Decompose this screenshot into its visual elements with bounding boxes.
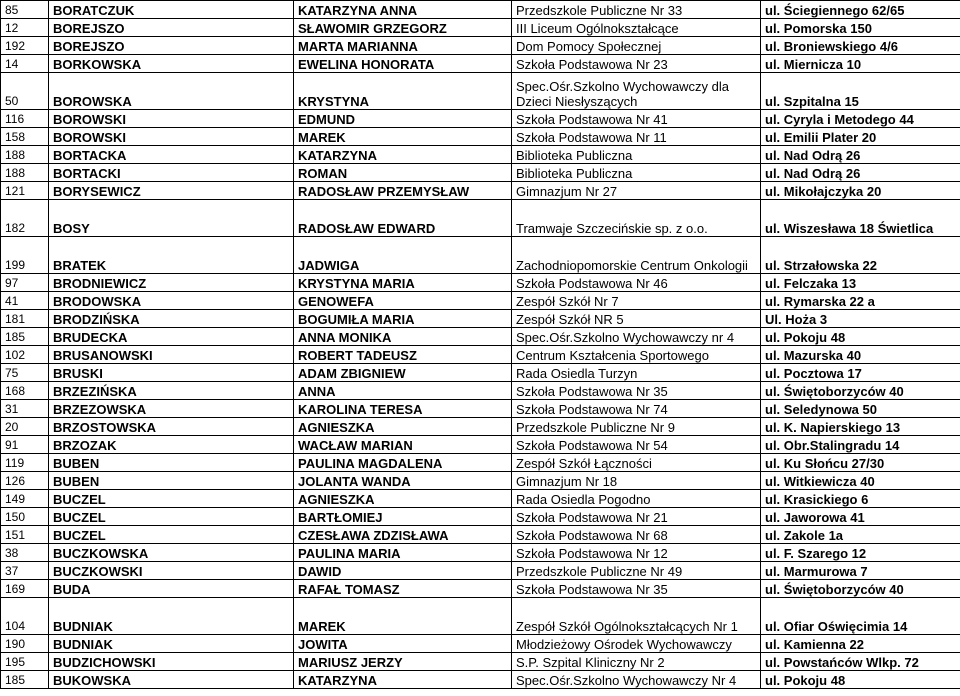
address-cell: ul. Nad Odrą 26 [761,164,960,182]
first-name-cell: AGNIESZKA [294,418,512,436]
institution-cell: Szkoła Podstawowa Nr 68 [512,526,761,544]
surname-cell: BOSY [49,200,294,237]
first-name-cell: RAFAŁ TOMASZ [294,580,512,598]
table-row [1,19,960,37]
first-name-cell: KRYSTYNA [294,73,512,110]
institution-cell: Spec.Ośr.Szkolno Wychowawczy Nr 4 [512,671,761,689]
address-cell: ul. Świętoborzyców 40 [761,580,960,598]
surname-cell: BORTACKA [49,146,294,164]
row-number: 12 [1,19,49,37]
first-name-cell: ANNA [294,382,512,400]
surname-cell: BRZEZIŃSKA [49,382,294,400]
table-row [1,182,960,200]
row-number: 50 [1,73,49,110]
institution-cell: Szkoła Podstawowa Nr 54 [512,436,761,454]
first-name-cell: BARTŁOMIEJ [294,508,512,526]
row-number: 168 [1,382,49,400]
first-name-cell: PAULINA MAGDALENA [294,454,512,472]
surname-cell: BORYSEWICZ [49,182,294,200]
surname-cell: BUDNIAK [49,635,294,653]
surname-cell: BOREJSZO [49,37,294,55]
address-cell: ul. Pokoju 48 [761,671,960,689]
first-name-cell: CZESŁAWA ZDZISŁAWA [294,526,512,544]
table-row [1,671,960,689]
address-cell: ul. Strzałowska 22 [761,237,960,274]
surname-cell: BRUSKI [49,364,294,382]
address-cell: ul. K. Napierskiego 13 [761,418,960,436]
roster-body [1,1,960,689]
table-row [1,598,960,635]
address-cell: ul. Świętoborzyców 40 [761,382,960,400]
first-name-cell: ROMAN [294,164,512,182]
address-cell: ul. Pocztowa 17 [761,364,960,382]
address-cell: ul. Zakole 1a [761,526,960,544]
row-number: 116 [1,110,49,128]
surname-cell: BRUSANOWSKI [49,346,294,364]
table-row [1,544,960,562]
row-number: 150 [1,508,49,526]
row-number: 85 [1,1,49,19]
address-cell: ul. Marmurowa 7 [761,562,960,580]
surname-cell: BRZOSTOWSKA [49,418,294,436]
table-row [1,562,960,580]
table-row [1,328,960,346]
institution-cell: Centrum Kształcenia Sportowego [512,346,761,364]
first-name-cell: KRYSTYNA MARIA [294,274,512,292]
first-name-cell: KATARZYNA [294,671,512,689]
table-row [1,364,960,382]
row-number: 20 [1,418,49,436]
first-name-cell: JOLANTA WANDA [294,472,512,490]
first-name-cell: ROBERT TADEUSZ [294,346,512,364]
surname-cell: BUCZEL [49,508,294,526]
institution-cell [512,73,761,110]
surname-cell: BOROWSKI [49,128,294,146]
first-name-cell: WACŁAW MARIAN [294,436,512,454]
address-cell: ul. Pokoju 48 [761,328,960,346]
table-row [1,472,960,490]
address-cell: ul. Ofiar Oświęcimia 14 [761,598,960,635]
address-cell: ul. Krasickiego 6 [761,490,960,508]
address-cell: ul. Broniewskiego 4/6 [761,37,960,55]
institution-cell: Gimnazjum Nr 18 [512,472,761,490]
address-cell: ul. Kamienna 22 [761,635,960,653]
table-row [1,436,960,454]
institution-cell: Szkoła Podstawowa Nr 11 [512,128,761,146]
institution-cell: Biblioteka Publiczna [512,146,761,164]
table-row [1,110,960,128]
surname-cell: BUDZICHOWSKI [49,653,294,671]
surname-cell: BUCZEL [49,526,294,544]
institution-cell: Tramwaje Szczecińskie sp. z o.o. [512,200,761,237]
first-name-cell: ADAM ZBIGNIEW [294,364,512,382]
surname-cell: BUKOWSKA [49,671,294,689]
row-number: 75 [1,364,49,382]
table-row [1,400,960,418]
surname-cell: BUBEN [49,472,294,490]
address-cell: ul. Seledynowa 50 [761,400,960,418]
row-number: 169 [1,580,49,598]
table-row [1,55,960,73]
institution-cell: Szkoła Podstawowa Nr 35 [512,580,761,598]
institution-cell: Spec.Ośr.Szkolno Wychowawczy nr 4 [512,328,761,346]
first-name-cell: MAREK [294,128,512,146]
institution-cell: Przedszkole Publiczne Nr 33 [512,1,761,19]
row-number: 188 [1,146,49,164]
table-row [1,146,960,164]
table-row [1,274,960,292]
table-row [1,237,960,274]
table-row [1,200,960,237]
address-cell: ul. F. Szarego 12 [761,544,960,562]
row-number: 14 [1,55,49,73]
table-row [1,292,960,310]
surname-cell: BRODOWSKA [49,292,294,310]
first-name-cell: ANNA MONIKA [294,328,512,346]
row-number: 188 [1,164,49,182]
table-row [1,164,960,182]
first-name-cell: RADOSŁAW PRZEMYSŁAW [294,182,512,200]
first-name-cell: RADOSŁAW EDWARD [294,200,512,237]
first-name-cell: BOGUMIŁA MARIA [294,310,512,328]
institution-cell: III Liceum Ogólnokształcące [512,19,761,37]
surname-cell: BORTACKI [49,164,294,182]
surname-cell: BUDA [49,580,294,598]
surname-cell: BRODNIEWICZ [49,274,294,292]
row-number: 185 [1,671,49,689]
address-cell: ul. Jaworowa 41 [761,508,960,526]
institution-cell: S.P. Szpital Kliniczny Nr 2 [512,653,761,671]
institution-line: Spec.Ośr.Szkolno Wychowawczy dla [516,79,730,94]
first-name-cell: JOWITA [294,635,512,653]
surname-cell: BORKOWSKA [49,55,294,73]
table-row [1,526,960,544]
institution-cell: Zespół Szkół NR 5 [512,310,761,328]
address-cell: ul. Rymarska 22 a [761,292,960,310]
row-number: 195 [1,653,49,671]
first-name-cell: KATARZYNA ANNA [294,1,512,19]
first-name-cell: KATARZYNA [294,146,512,164]
surname-cell: BRZOZAK [49,436,294,454]
table-row [1,1,960,19]
table-row [1,635,960,653]
row-number: 158 [1,128,49,146]
surname-cell: BUCZKOWSKA [49,544,294,562]
surname-cell: BUCZKOWSKI [49,562,294,580]
row-number: 151 [1,526,49,544]
institution-cell: Rada Osiedla Turzyn [512,364,761,382]
institution-cell: Szkoła Podstawowa Nr 35 [512,382,761,400]
surname-cell: BRODZIŃSKA [49,310,294,328]
surname-cell: BUBEN [49,454,294,472]
row-number: 102 [1,346,49,364]
address-cell: ul. Ściegiennego 62/65 [761,1,960,19]
row-number: 121 [1,182,49,200]
institution-cell: Gimnazjum Nr 27 [512,182,761,200]
institution-cell: Biblioteka Publiczna [512,164,761,182]
table-row [1,382,960,400]
row-number: 31 [1,400,49,418]
surname-cell: BOROWSKI [49,110,294,128]
table-row [1,454,960,472]
institution-cell: Zespół Szkół Nr 7 [512,292,761,310]
first-name-cell: EWELINA HONORATA [294,55,512,73]
surname-cell: BOREJSZO [49,19,294,37]
row-number: 97 [1,274,49,292]
institution-cell: Szkoła Podstawowa Nr 41 [512,110,761,128]
institution-cell: Szkoła Podstawowa Nr 74 [512,400,761,418]
table-row [1,580,960,598]
institution-cell: Rada Osiedla Pogodno [512,490,761,508]
first-name-cell: JADWIGA [294,237,512,274]
table-row [1,490,960,508]
row-number: 104 [1,598,49,635]
first-name-cell: MAREK [294,598,512,635]
row-number: 181 [1,310,49,328]
row-number: 192 [1,37,49,55]
address-cell: ul. Emilii Plater 20 [761,128,960,146]
table-row [1,37,960,55]
table-row [1,418,960,436]
table-row [1,346,960,364]
address-cell: ul. Ku Słońcu 27/30 [761,454,960,472]
table-row [1,653,960,671]
address-cell: ul. Powstańców Wlkp. 72 [761,653,960,671]
institution-cell: Dom Pomocy Społecznej [512,37,761,55]
table-row [1,508,960,526]
institution-cell: Zespół Szkół Ogólnokształcących Nr 1 [512,598,761,635]
institution-cell: Przedszkole Publiczne Nr 9 [512,418,761,436]
first-name-cell: DAWID [294,562,512,580]
first-name-cell: AGNIESZKA [294,490,512,508]
address-cell: ul. Pomorska 150 [761,19,960,37]
address-cell: ul. Witkiewicza 40 [761,472,960,490]
row-number: 149 [1,490,49,508]
surname-cell: BRZEZOWSKA [49,400,294,418]
institution-cell: Szkoła Podstawowa Nr 21 [512,508,761,526]
row-number: 38 [1,544,49,562]
first-name-cell: SŁAWOMIR GRZEGORZ [294,19,512,37]
address-cell: ul. Mazurska 40 [761,346,960,364]
institution-cell: Zachodniopomorskie Centrum Onkologii [512,237,761,274]
row-number: 37 [1,562,49,580]
institution-cell: Młodzieżowy Ośrodek Wychowawczy [512,635,761,653]
first-name-cell: MARIUSZ JERZY [294,653,512,671]
surname-cell: BUDNIAK [49,598,294,635]
row-number: 199 [1,237,49,274]
table-row [1,73,960,110]
surname-cell: BUCZEL [49,490,294,508]
address-cell: ul. Obr.Stalingradu 14 [761,436,960,454]
surname-cell: BORATCZUK [49,1,294,19]
institution-cell: Szkoła Podstawowa Nr 46 [512,274,761,292]
institution-cell: Szkoła Podstawowa Nr 23 [512,55,761,73]
row-number: 119 [1,454,49,472]
institution-line: Dzieci Niesłyszących [516,94,638,109]
first-name-cell: GENOWEFA [294,292,512,310]
table-row [1,128,960,146]
row-number: 185 [1,328,49,346]
row-number: 190 [1,635,49,653]
address-cell: ul. Wiszesława 18 Świetlica [761,200,960,237]
institution-cell: Zespół Szkół Łączności [512,454,761,472]
address-cell: ul. Szpitalna 15 [761,73,960,110]
address-cell: ul. Cyryla i Metodego 44 [761,110,960,128]
address-cell: ul. Miernicza 10 [761,55,960,73]
surname-cell: BRATEK [49,237,294,274]
first-name-cell: KAROLINA TERESA [294,400,512,418]
surname-cell: BRUDECKA [49,328,294,346]
row-number: 126 [1,472,49,490]
address-cell: ul. Felczaka 13 [761,274,960,292]
table-row [1,310,960,328]
surname-cell: BOROWSKA [49,73,294,110]
first-name-cell: PAULINA MARIA [294,544,512,562]
row-number: 182 [1,200,49,237]
row-number: 91 [1,436,49,454]
address-cell: ul. Mikołajczyka 20 [761,182,960,200]
first-name-cell: MARTA MARIANNA [294,37,512,55]
institution-cell: Przedszkole Publiczne Nr 49 [512,562,761,580]
first-name-cell: EDMUND [294,110,512,128]
row-number: 41 [1,292,49,310]
address-cell: ul. Nad Odrą 26 [761,146,960,164]
institution-cell: Szkoła Podstawowa Nr 12 [512,544,761,562]
address-cell: Ul. Hoża 3 [761,310,960,328]
